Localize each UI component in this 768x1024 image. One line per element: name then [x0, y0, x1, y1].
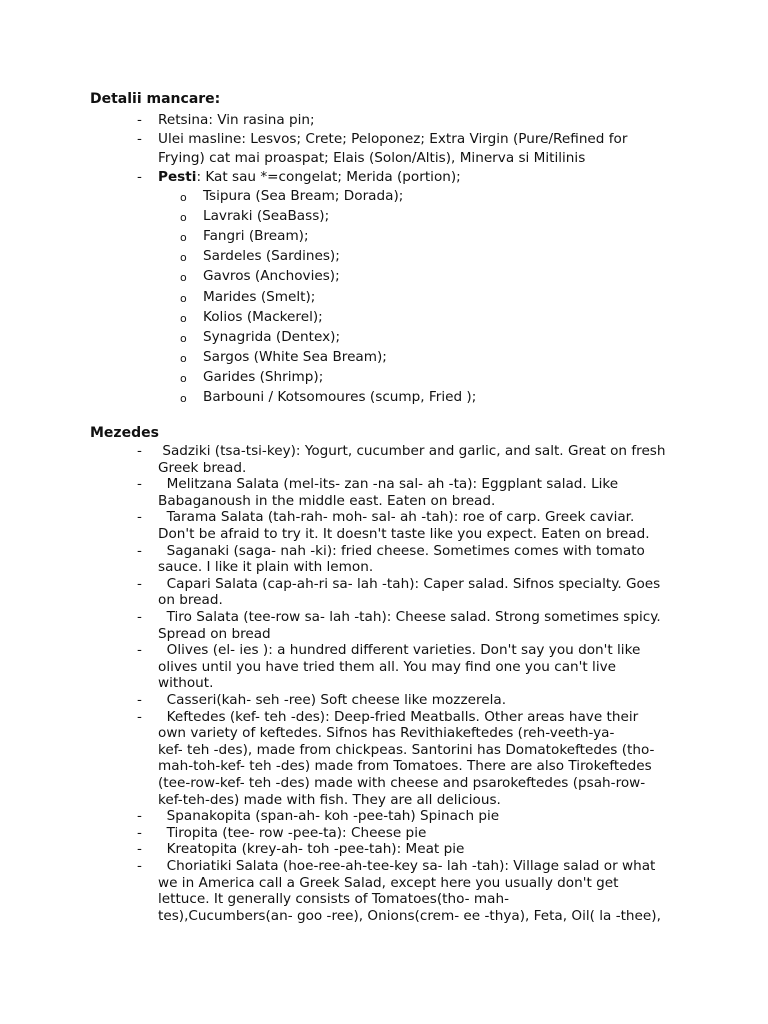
dash-bullet: - — [137, 575, 142, 592]
dash-bullet: - — [137, 476, 142, 493]
dash-bullet: - — [137, 708, 142, 725]
section-heading-mezedes: Mezedes — [90, 425, 159, 441]
dash-bullet: - — [137, 131, 142, 147]
circle-bullet-icon: o — [180, 271, 187, 285]
circle-bullet-icon: o — [180, 331, 187, 345]
circle-bullet-icon: o — [180, 311, 187, 325]
dash-bullet: - — [137, 112, 142, 128]
section-heading-detalii: Detalii mancare: — [90, 91, 221, 107]
circle-bullet-icon: o — [180, 211, 187, 225]
circle-bullet-icon: o — [180, 371, 187, 385]
dash-bullet: - — [137, 808, 142, 825]
dash-bullet: - — [137, 443, 142, 459]
dash-bullet: - — [137, 841, 142, 858]
circle-bullet-icon: o — [180, 191, 187, 204]
circle-bullet-icon: o — [180, 392, 187, 405]
dash-bullet: - — [137, 169, 142, 185]
circle-bullet-icon: o — [180, 251, 187, 265]
dash-bullet: - — [137, 542, 142, 559]
dash-bullet: - — [137, 642, 142, 659]
circle-bullet-icon: o — [180, 291, 187, 305]
circle-bullet-icon: o — [180, 351, 187, 365]
dash-bullet: - — [137, 609, 142, 625]
dash-bullet: - — [137, 692, 142, 708]
pesti-label: Pesti — [158, 169, 197, 185]
dash-bullet: - — [137, 824, 142, 841]
document-page: Detalii mancare: - Retsina: Vin rasina pin; - Ulei masline: Lesvos; Crete; Peloponez; Extra Virgin (Pure/Refined for Frying) cat mai proaspat; Elais (Solon/Altis), Minerva si Mitilinis - Pesti: Kat sau *=congelat; Merida (portion); o Tsipura (Sea Bream; Dorada); o Lavraki (SeaBass); o Fangri (Bream); o Sardeles (Sardines); o Gavros (Anchovies); o Marides (Smelt); o Kolios (Mackerel); o Synagrida (Dentex); o Sargos (White Sea Bream); o Garides (Shrimp); o Barbouni / Kotsomoures (scump, Fried ); Mezedes - Sadziki (tsa-tsi-key): Yogurt, cucumber and garlic, and salt. Great on fresh Greek bread. - Melitzana Salata (mel-its- zan -na sal- ah -ta): Eggplant salad. Like Babaganoush in the middle east. Eaten on bread. - Tarama Salata (tah-rah- moh- sal- ah -tah): roe of carp. Greek caviar. Don't be afraid to try it. It doesn't taste like you expect. Eaten on bread. - Saganaki (saga- nah -ki): fried cheese. Sometimes comes with tomato sauce. I like it plain with lemon. - Capari Salata (cap-ah-ri sa- lah -tah): Caper salad. Sifnos specialty. Goes on bread. - Tiro Salata (tee-row sa- lah -tah): Cheese salad. Strong sometimes spicy. Spread on bread - Olives (el- ies ): a hundred different varieties. Don't say you don't like olives until you have tried them all. You may find one you can't live without. - Casseri(kah- seh -ree) Soft cheese like mozzerela. - Keftedes (kef- teh -des): Deep-fried Meatballs. Other areas have their own variety of keftedes. Sifnos has Revithiakeftedes (reh-veeth-ya- kef- teh -des), made from chickpeas. Santorini has Domatokeftedes (tho- mah-toh-kef- teh -des) made from Tomatoes. There are also Tirokeftedes (tee-row-kef- teh -des) made with cheese and psarokeftedes (psah-row- kef-teh-des) made with fish. They are all delicious. - Spanakopita (span-ah- koh -pee-tah) Spinach pie - Tiropita (tee- row -pee-ta): Cheese pie - Kreatopita (krey-ah- toh -pee-tah): Meat pie - Choriatiki Salata (hoe-ree-ah-tee-key sa- lah -tah): Village salad or what we in America call a Greek Salad, except here you usually don't get lettuce. It generally consists of Tomatoes(tho- mah- tes),Cucumbers(an- goo -ree), Onions(crem- ee -thya), Feta, Oil( la -thee), — [90, 91, 666, 924]
dash-bullet: - — [137, 509, 142, 526]
dash-bullet: - — [137, 858, 142, 874]
circle-bullet-icon: o — [180, 231, 187, 245]
